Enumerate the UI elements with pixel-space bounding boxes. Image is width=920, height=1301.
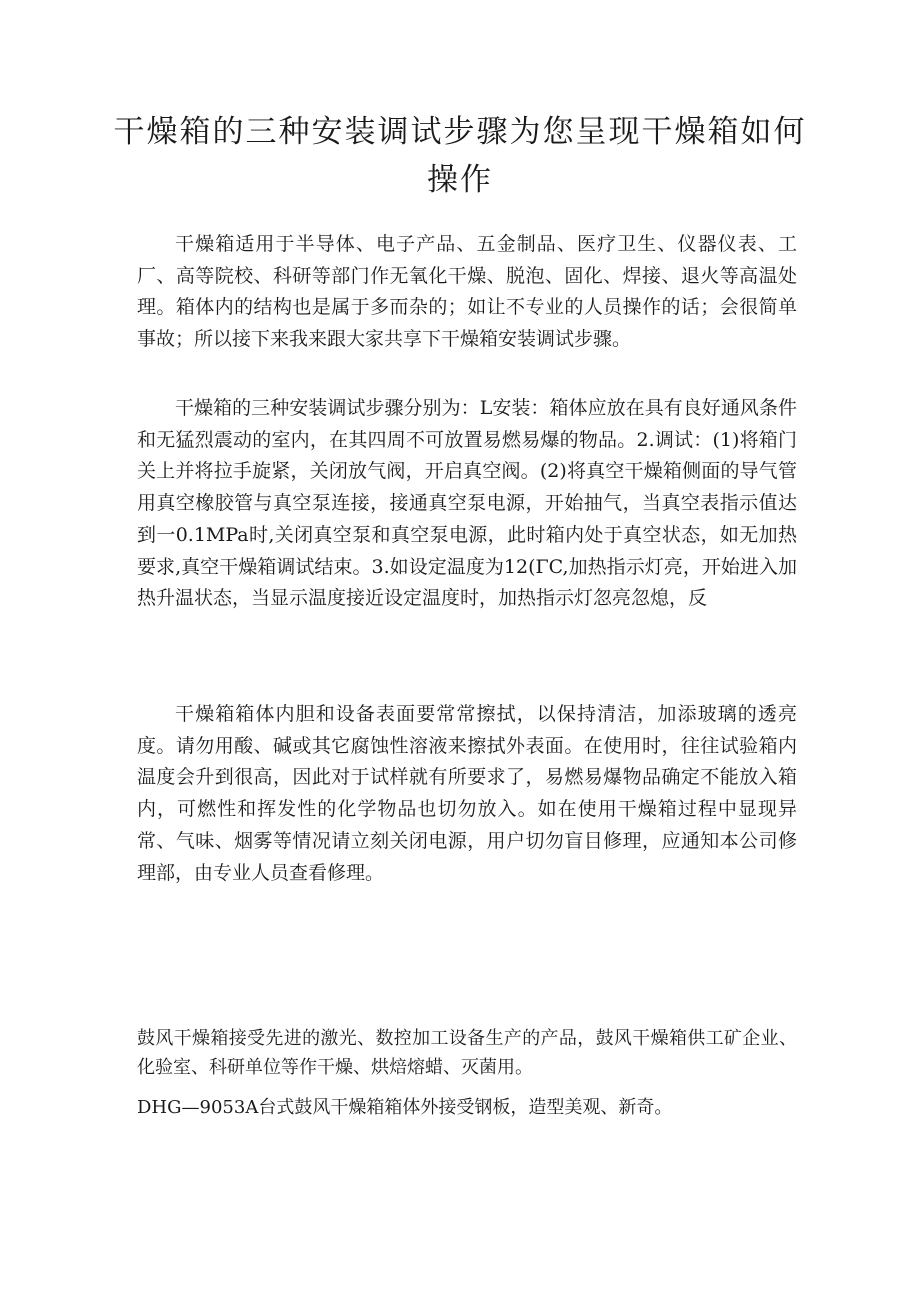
- paragraph-model-description: DHG—9053A台式鼓风干燥箱箱体外接受钢板，造型美观、新奇。: [137, 1097, 673, 1118]
- paragraph-intro: 干燥箱适用于半导体、电子产品、五金制品、医疗卫生、仪器仪表、工厂、高等院校、科研等部门作无氧化干燥、脱泡、固化、焊接、退火等高温处理。箱体内的结构也是属于多而杂的；如让不专业的人员操作的话；会很简单事故；所以接下来我来跟大家共享下干燥箱安装调试步骤。: [137, 233, 797, 351]
- paragraph-install-steps: 干燥箱的三种安装调试步骤分别为：L安装：箱体应放在具有良好通风条件和无猛烈震动的室内，在其四周不可放置易燃易爆的物品。2.调试：(1)将箱门关上并将拉手旋紧，关闭放气阀，开启真空阀。(2)将真空干燥箱侧面的导气管用真空橡胶管与真空泵连接，接通真空泵电源，开始抽气，当真空表指示值达到一0.1MPa时,关闭真空泵和真空泵电源，此时箱内处于真空状态，如无加热要求,真空干燥箱调试结束。3.如设定温度为12(ΓC,加热指示灯亮，开始进入加热升温状态，当显示温度接近设定温度时，加热指示灯忽亮忽熄，反: [137, 397, 797, 610]
- paragraph-blower-dryer: 鼓风干燥箱接受先进的激光、数控加工设备生产的产品，鼓风干燥箱供工矿企业、化验室、科研单位等作干燥、烘焙熔蜡、灭菌用。: [137, 1028, 797, 1078]
- paragraph-maintenance: 干燥箱箱体内胆和设备表面要常常擦拭，以保持清洁，加添玻璃的透亮度。请勿用酸、碱或其它腐蚀性溶液来擦拭外表面。在使用时，往往试验箱内温度会升到很高，因此对于试样就有所要求了，易燃易爆物品确定不能放入箱内，可燃性和挥发性的化学物品也切勿放入。如在使用干燥箱过程中显现异常、气味、烟雾等情况请立刻关闭电源，用户切勿盲目修理，应通知本公司修理部，由专业人员查看修理。: [137, 703, 797, 884]
- page-title: 干燥箱的三种安装调试步骤为您呈现干燥箱如何操作: [113, 114, 807, 198]
